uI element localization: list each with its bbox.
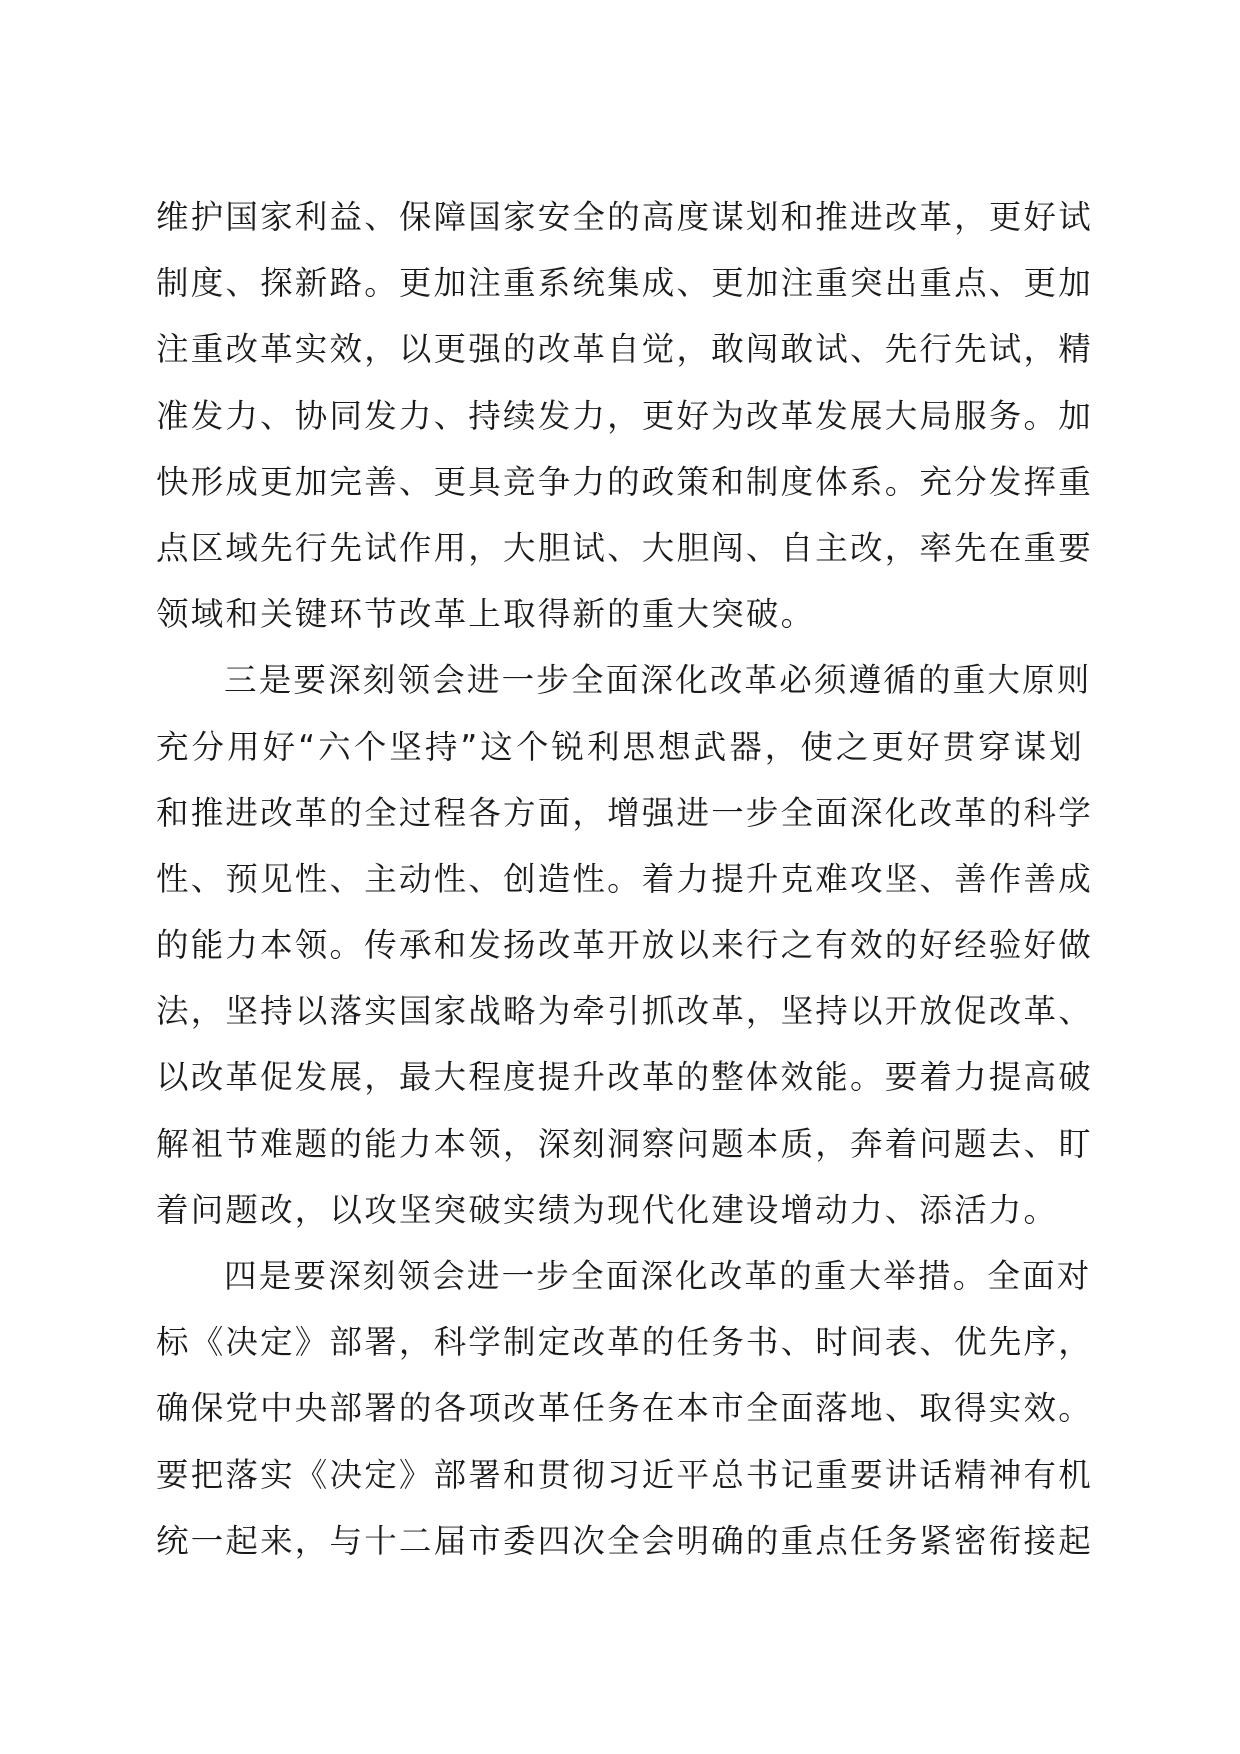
text-line: 维护国家利益、保障国家安全的高度谋划和推进改革，更好试 — [156, 198, 1093, 236]
text-line: 着问题改，以攻坚突破实绩为现代化建设增动力、添活力。 — [156, 1190, 1059, 1229]
text-line: 和推进改革的全过程各方面，增强进一步全面深化改革的科学 — [156, 793, 1093, 832]
text-line: 法，坚持以落实国家战略为牵引抓改革，坚持以开放促改革、 — [156, 992, 1093, 1031]
text-line: 领域和关键环节改革上取得新的重大突破。 — [156, 595, 816, 634]
paragraph-start-line: 四是要深刻领会进一步全面深化改革的重大举措。全面对 — [224, 1257, 1092, 1295]
body-text — [156, 184, 1093, 1574]
text-line: 准发力、协同发力、持续发力，更好为改革发展大局服务。加 — [156, 396, 1093, 435]
paragraph-start-line: 三是要深刻领会进一步全面深化改革必须遵循的重大原则 — [224, 661, 1092, 700]
text-line: 标《决定》部署，科学制定改革的任务书、时间表、优先序， — [156, 1323, 1093, 1362]
text-line: 注重改革实效，以更强的改革自觉，敢闯敢试、先行先试，精 — [156, 330, 1093, 369]
text-line: 解袓节难题的能力本领，深刻洞察问题本质，奔着问题去、盯 — [156, 1124, 1093, 1163]
text-line: 以改革促发展，最大程度提升改革的整体效能。要着力提高破 — [156, 1058, 1093, 1097]
text-line: 性、预见性、主动性、创造性。着力提升克难攻坚、善作善成 — [156, 859, 1093, 898]
text-line: 确保党中央部署的各项改革任务在本市全面落地、取得实效。 — [156, 1389, 1093, 1428]
text-line: 统一起来，与十二届市委四次全会明确的重点任务紧密衔接起 — [156, 1521, 1093, 1560]
text-line: 充分用好“六个坚持”这个锐利思想武器，使之更好贯穿谋划 — [156, 727, 1084, 766]
text-line: 快形成更加完善、更具竞争力的政策和制度体系。充分发挥重 — [156, 462, 1093, 501]
text-line: 制度、探新路。更加注重系统集成、更加注重突出重点、更加 — [156, 264, 1093, 303]
text-line: 点区域先行先试作用，大胆试、大胆闯、自主改，率先在重要 — [156, 528, 1093, 567]
text-line: 要把落实《决定》部署和贯彻习近平总书记重要讲话精神有机 — [156, 1455, 1093, 1494]
text-line: 的能力本领。传承和发扬改革开放以来行之有效的好经验好做 — [156, 926, 1093, 965]
